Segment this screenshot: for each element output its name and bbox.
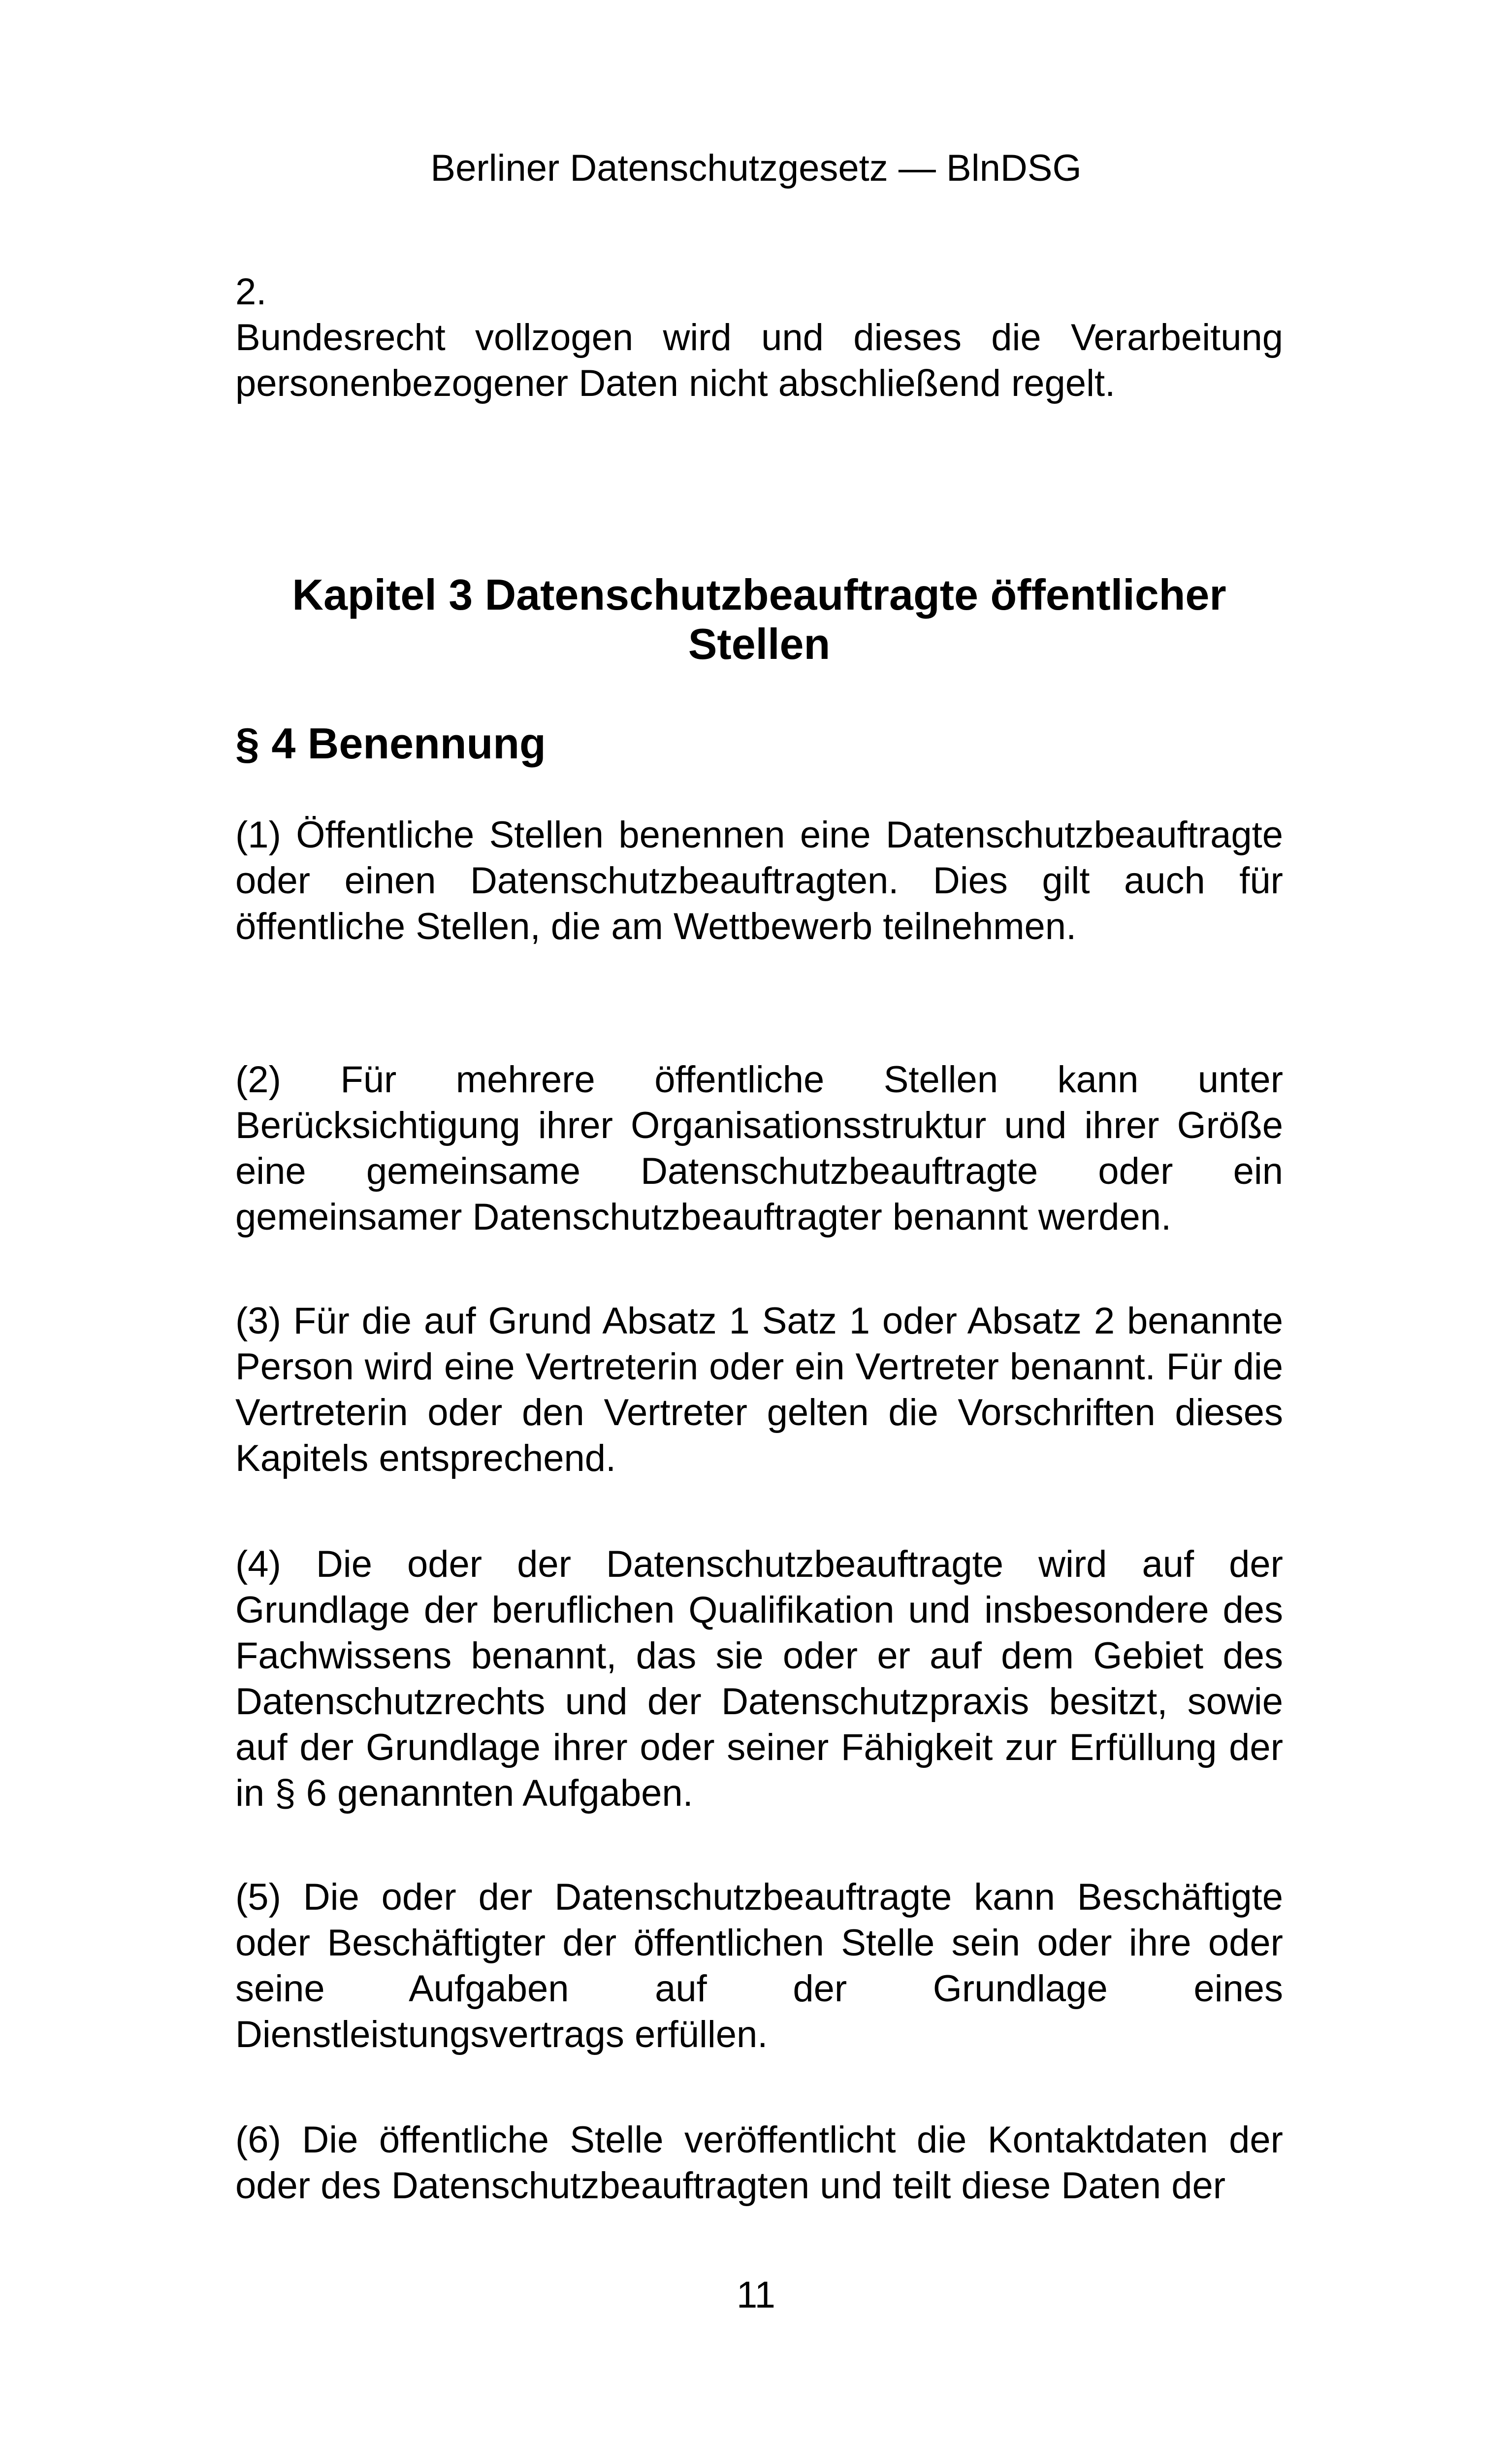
chapter-title: Kapitel 3 Datenschutzbeauftragte öffentlicher Stellen xyxy=(292,570,1226,668)
paragraph-3: (3) Für die auf Grund Absatz 1 Satz 1 oder Absatz 2 benannte Person wird eine Vertreterin oder ein Vertreter benannt. Für die Vertreterin oder den Vertreter gelten die Vorschriften dieses Kapitels entsprechend. xyxy=(235,1300,1283,1479)
paragraph-4: (4) Die oder der Datenschutzbeauftragte wird auf der Grundlage der beruflichen Qualifikation und insbesondere des Fachwissens benannt, das sie oder er auf dem Gebiet des Datenschutzrechts und der Datenschutzpraxis besitzt, sowie auf der Grundlage ihrer oder seiner Fähigkeit zur Erfüllung der in § 6 genannten Aufgaben. xyxy=(235,1543,1283,1814)
paragraph-1: (1) Öffentliche Stellen benennen eine Datenschutzbeauftragte oder einen Datenschutzbeauftragten. Dies gilt auch für öffentliche Stellen, die am Wettbewerb teilnehmen. xyxy=(235,814,1283,947)
paragraph-5: (5) Die oder der Datenschutzbeauftragte kann Beschäftigte oder Beschäftigter der öffentlichen Stelle sein oder ihre oder seine Aufgaben auf der Grundlage eines Dienstleistungsvertrags erfüllen. xyxy=(235,1876,1283,2055)
list-item-text: Bundesrecht vollzogen wird und dieses die Verarbeitung personenbezogener Daten nicht abschließend regelt. xyxy=(235,317,1283,404)
section-title: § 4 Benennung xyxy=(235,719,546,768)
running-header: Berliner Datenschutzgesetz — BlnDSG xyxy=(430,147,1082,189)
list-item-number: 2. xyxy=(235,271,267,313)
page-number: 11 xyxy=(737,2274,775,2316)
paragraph-6: (6) Die öffentliche Stelle veröffentlicht die Kontaktdaten der oder des Datenschutzbeauftragten und teilt diese Daten der xyxy=(235,2119,1283,2207)
paragraph-2: (2) Für mehrere öffentliche Stellen kann unter Berücksichtigung ihrer Organisationsstruktur und ihrer Größe eine gemeinsame Datenschutzbeauftragte oder ein gemeinsamer Datenschutzbeauftragter benannt werden. xyxy=(235,1059,1283,1238)
